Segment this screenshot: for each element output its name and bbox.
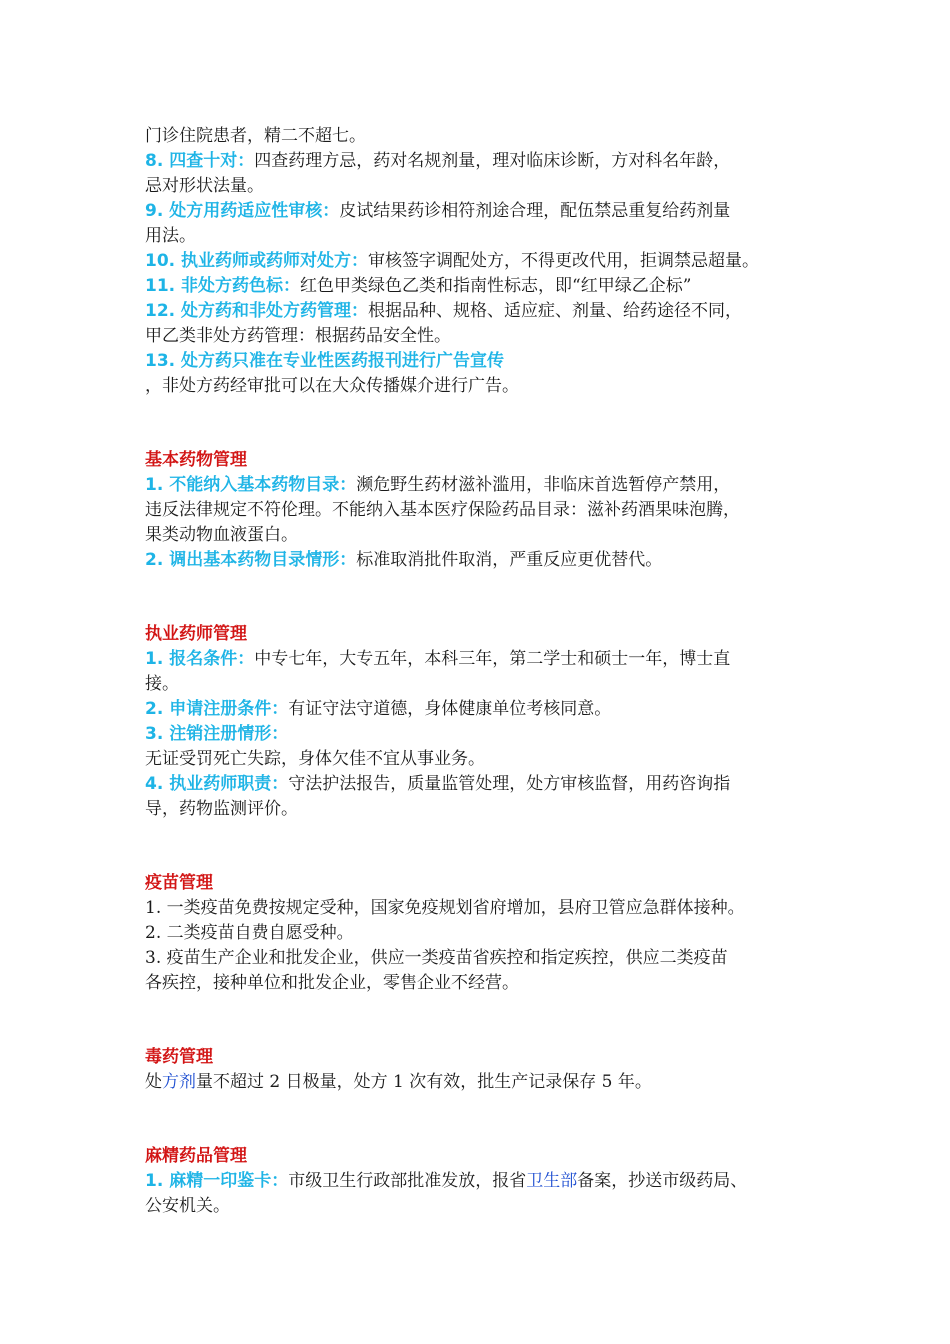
item-key: 4. 执业药师职责：: [145, 774, 289, 794]
poison-post: 量不超过 2 日极量，处方 1 次有效，批生产记录保存 5 年。: [196, 1072, 652, 1092]
prescription-dose-link[interactable]: 方剂: [162, 1072, 196, 1092]
document-content: [145, 124, 825, 1219]
item-key: 10. 执业药师或药师对处方：: [145, 251, 369, 271]
item-text: 审核签字调配处方，不得更改代用，拒调禁忌超量。: [368, 251, 760, 271]
item-text: 皮试结果药诊相符剂途合理，配伍禁忌重复给药剂量: [339, 201, 731, 221]
item-12: [145, 299, 825, 324]
item-13-cont: ，非处方药经审批可以在大众传播媒介进行广告。: [145, 376, 519, 396]
basic-item-2: [145, 548, 825, 573]
item-key: 8. 四查十对：: [145, 151, 255, 171]
pharmacist-item-3: [145, 722, 825, 747]
pharmacist-item-4-cont: 导，药物监测评价。: [145, 799, 298, 819]
intro-line: 门诊住院患者，精二不超七。: [145, 126, 366, 146]
section-heading-narcotic: 麻精药品管理: [145, 1146, 247, 1166]
pharmacist-item-1-cont: 接。: [145, 674, 179, 694]
narcotic-post: 备案，抄送市级药局、: [577, 1171, 748, 1191]
item-9: [145, 199, 825, 224]
pharmacist-item-4: [145, 772, 825, 797]
item-text: 守法护法报告，质量监管处理，处方审核监督，用药咨询指: [288, 774, 731, 794]
section-heading-poison: 毒药管理: [145, 1047, 213, 1067]
item-text: 中专七年，大专五年，本科三年，第二学士和硕士一年，博士直: [254, 649, 731, 669]
item-key: 2. 申请注册条件：: [145, 699, 289, 719]
item-text: 濒危野生药材滋补滥用，非临床首选暂停产禁用，: [356, 475, 731, 495]
vaccine-line-1: 1. 一类疫苗免费按规定受种，国家免疫规划省府增加，县府卫管应急群体接种。: [145, 898, 745, 918]
item-key: 1. 报名条件：: [145, 649, 255, 669]
item-11: [145, 274, 825, 299]
item-8-cont: 忌对形状法量。: [145, 176, 264, 196]
item-key: 12. 处方药和非处方药管理：: [145, 301, 369, 321]
section-heading-pharmacist: 执业药师管理: [145, 624, 247, 644]
item-text: 四查药理方忌，药对名规剂量，理对临床诊断，方对科名年龄，: [254, 151, 731, 171]
basic-item-1-cont2: 果类动物血液蛋白。: [145, 525, 298, 545]
item-key: 3. 注销注册情形：: [145, 724, 289, 744]
section-heading-vaccine: 疫苗管理: [145, 873, 213, 893]
item-key: 2. 调出基本药物目录情形：: [145, 550, 357, 570]
item-8: [145, 149, 825, 174]
item-13: [145, 349, 825, 374]
basic-item-1: [145, 473, 825, 498]
item-text: 红色甲类绿色乙类和指南性标志，即“红甲绿乙企标”: [300, 276, 692, 296]
item-9-cont: 用法。: [145, 226, 196, 246]
item-12-cont: 甲乙类非处方药管理：根据药品安全性。: [145, 326, 451, 346]
item-key: 9. 处方用药适应性审核：: [145, 201, 340, 221]
pharmacist-item-1: [145, 647, 825, 672]
poison-pre: 处: [145, 1072, 162, 1092]
item-text: 根据品种、规格、适应症、剂量、给药途径不同，: [368, 301, 743, 321]
narcotic-pre: 市级卫生行政部批准发放，报省: [288, 1171, 527, 1191]
narcotic-item-1: [145, 1169, 825, 1194]
section-heading-basic: 基本药物管理: [145, 450, 247, 470]
health-ministry-link[interactable]: 卫生部: [526, 1171, 578, 1191]
narcotic-item-1-cont: 公安机关。: [145, 1196, 230, 1216]
item-key: 13. 处方药只准在专业性医药报刊进行广告宣传: [145, 351, 505, 371]
pharmacist-item-3-cont: 无证受罚死亡失踪，身体欠佳不宜从事业务。: [145, 749, 485, 769]
basic-item-1-cont1: 违反法律规定不符伦理。不能纳入基本医疗保险药品目录：滋补药酒果味泡腾，: [145, 500, 740, 520]
vaccine-line-2: 2. 二类疫苗自费自愿受种。: [145, 923, 354, 943]
item-10: [145, 249, 825, 274]
item-key: 11. 非处方药色标：: [145, 276, 301, 296]
item-text: 有证守法守道德，身体健康单位考核同意。: [288, 699, 612, 719]
item-text: 标准取消批件取消，严重反应更优替代。: [356, 550, 663, 570]
item-key: 1. 麻精一印鉴卡：: [145, 1171, 289, 1191]
pharmacist-item-2: [145, 697, 825, 722]
poison-line: [145, 1070, 825, 1095]
vaccine-line-4: 各疾控，接种单位和批发企业，零售企业不经营。: [145, 973, 519, 993]
item-key: 1. 不能纳入基本药物目录：: [145, 475, 357, 495]
vaccine-line-3: 3. 疫苗生产企业和批发企业，供应一类疫苗省疾控和指定疾控，供应二类疫苗: [145, 948, 728, 968]
